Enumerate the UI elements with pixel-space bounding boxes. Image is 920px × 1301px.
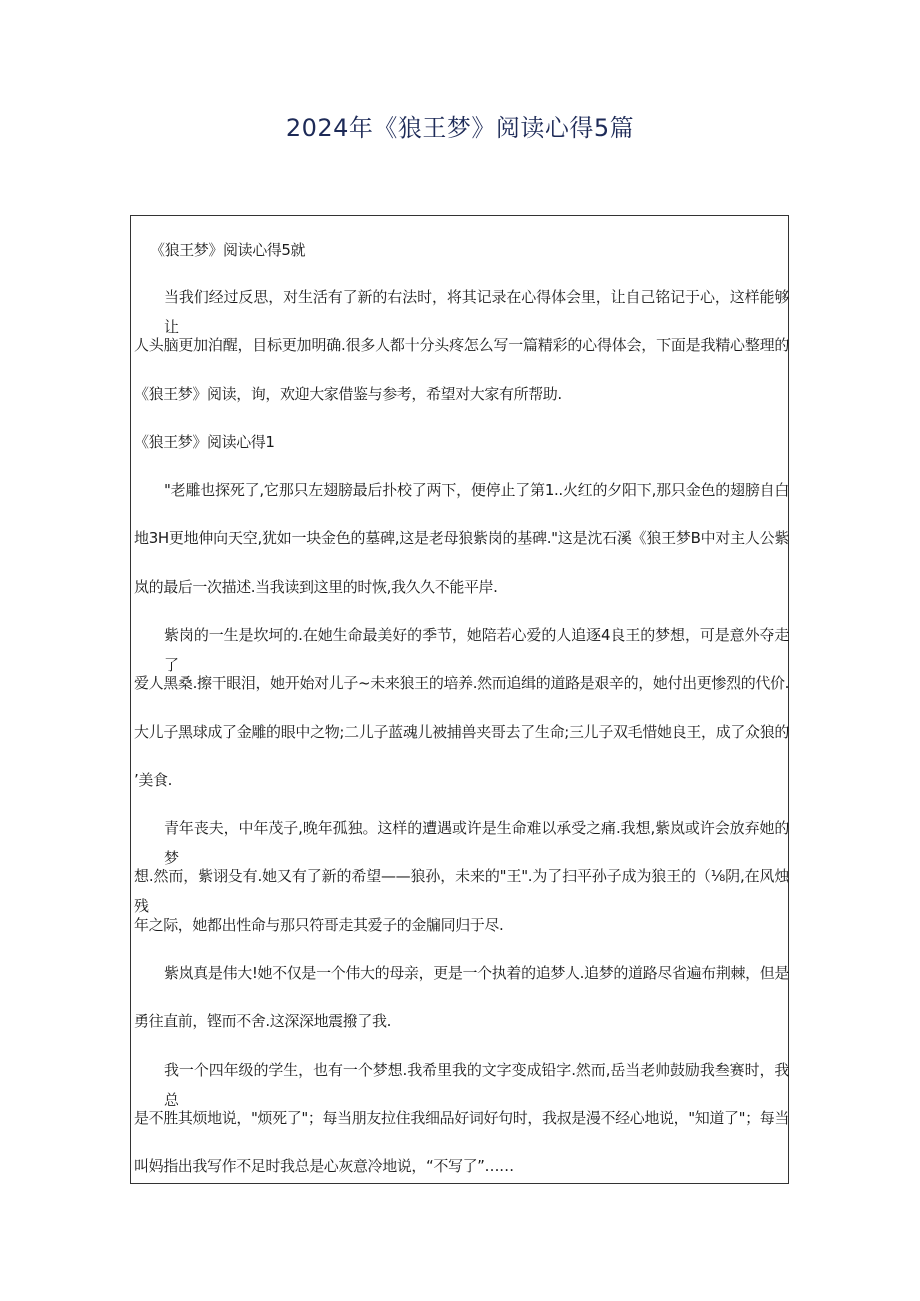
text-line: ’美食.: [134, 771, 172, 789]
text-line: 《狼王梦》阅读，询，欢迎大家借鉴与参考，希望对大家有所帮助.: [134, 385, 562, 403]
text-line: 岚的最后一次描述.当我读到这里的时恢,我久久不能平岸.: [134, 578, 498, 596]
text-line: 年之际，她都出性命与那只符哥走其爱子的金牖同归于尽.: [134, 916, 504, 934]
text-line: 地3H更地伸向天空,犹如一块金色的墓碑,这是老母狼紫岗的基碑."这是沈石溪《狼王梦B中对主人公紫: [134, 529, 789, 547]
content-box: [130, 215, 789, 1184]
text-line: 当我们经过反思，对生活有了新的右法时，将其记录在心得体会里，让自己铭记于心，这样能够让: [164, 288, 789, 336]
text-line: 想.然而，紫诩殳有.她又有了新的希望——狼孙，未来的"王".为了扫平孙子成为狼王的（⅛阴,在风烛残: [134, 867, 789, 915]
text-line: 勇往直前，铿而不舍.这深深地震撥了我.: [134, 1012, 391, 1030]
text-line: 紫岗的一生是坎坷的.在她生命最美好的季节，她陪若心爱的人追逐4良王的梦想，可是意外夺走了: [164, 626, 789, 674]
subtitle-line: 《狼王梦》阅读心得5就: [150, 241, 306, 259]
text-line: "老雕也探死了,它那只左翅膀最后扑校了两下，便停止了第1..火红的夕阳下,那只金色的翅膀自白: [164, 481, 789, 499]
text-line: 人头脑更加泊醒，目标更加明确.很多人都十分头疼怎么写一篇精彩的心得体会，下面是我精心整理的: [134, 336, 789, 354]
text-line: 大儿子黑球成了金雕的眼中之物;二儿子蓝魂儿被捕兽夹哥去了生命;三儿子双毛惜她良王，成了众狼的: [134, 723, 789, 741]
text-line: 我一个四年级的学生，也有一个梦想.我希里我的文字变成铅字.然而,岳当老帅鼓励我叁赛时，我总: [164, 1061, 789, 1109]
text-line: 青年丧夫，中年茂子,晚年孤独。这样的遭遇或许是生命难以承受之痛.我想,紫岚或许会放弃她的梦: [164, 819, 789, 867]
text-line: 爱人黑桑.擦干眼泪，她开始对儿子~未来狼王的培养.然而追缉的道路是艰辛的，她付出更惨烈的代价.: [134, 674, 789, 692]
section-heading: 《狼王梦》阅读心得1: [134, 433, 275, 451]
text-line: 紫岚真是伟大!她不仅是一个伟大的母亲，更是一个执着的追梦人.追梦的道路尽省遍布荆棘，但是: [164, 964, 789, 982]
document-title: 2024年《狼王梦》阅读心得5篇: [285, 114, 635, 142]
text-line: 是不胜其烦地说，"烦死了"；每当朋友拉住我细品好词好句时，我叔是漫不经心地说，"知道了"；每当: [134, 1109, 789, 1127]
text-line: 叫妈指出我写作不足时我总是心灰意冷地说，“不写了”……: [134, 1157, 514, 1175]
